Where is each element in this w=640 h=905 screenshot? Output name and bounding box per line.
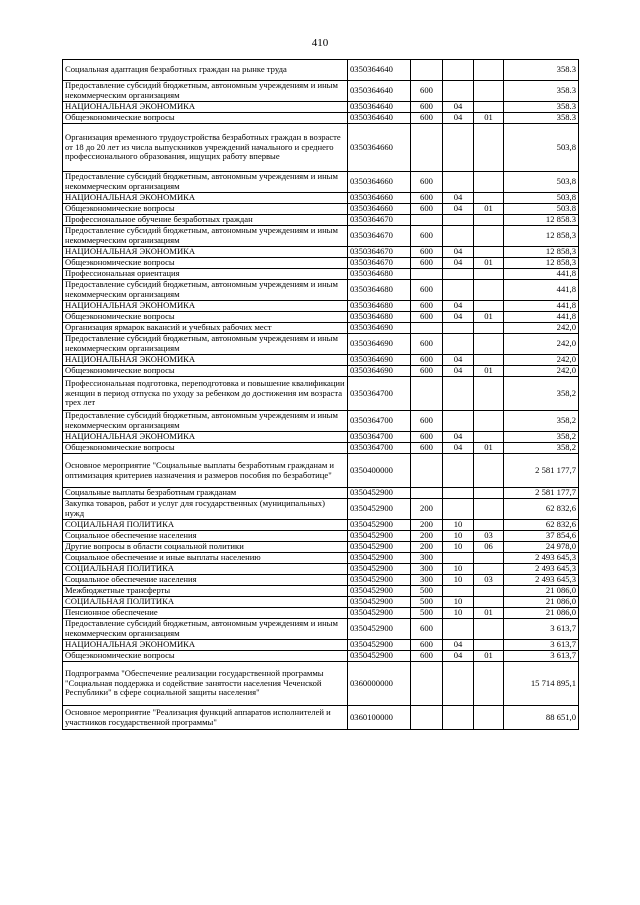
row-vr: 600 (411, 193, 443, 204)
table-row (63, 662, 579, 706)
row-sum: 242,0 (504, 355, 579, 366)
row-sum: 503,8 (504, 172, 579, 193)
row-csr: 0350452900 (348, 597, 411, 608)
row-sum: 12 858.3 (504, 215, 579, 226)
row-csr: 0350452900 (348, 553, 411, 564)
table-row (63, 608, 579, 619)
row-pr (474, 553, 504, 564)
row-csr: 0350364680 (348, 269, 411, 280)
row-pr: 06 (474, 542, 504, 553)
row-name: НАЦИОНАЛЬНАЯ ЭКОНОМИКА (63, 301, 348, 312)
row-name: Общеэкономические вопросы (63, 258, 348, 269)
row-name: Общеэкономические вопросы (63, 204, 348, 215)
row-pr (474, 411, 504, 432)
row-vr (411, 706, 443, 730)
row-name: СОЦИАЛЬНАЯ ПОЛИТИКА (63, 564, 348, 575)
row-rz: 10 (443, 575, 474, 586)
row-rz: 04 (443, 312, 474, 323)
row-rz (443, 269, 474, 280)
budget-table-body (63, 60, 579, 730)
row-name: Профессиональное обучение безработных граждан (63, 215, 348, 226)
row-csr: 0350452900 (348, 531, 411, 542)
row-rz (443, 215, 474, 226)
row-sum: 358,2 (504, 432, 579, 443)
row-csr: 0350364690 (348, 334, 411, 355)
row-rz: 10 (443, 520, 474, 531)
row-rz (443, 226, 474, 247)
table-row (63, 193, 579, 204)
row-pr (474, 520, 504, 531)
row-vr: 600 (411, 411, 443, 432)
table-row (63, 247, 579, 258)
row-vr: 600 (411, 355, 443, 366)
table-row (63, 113, 579, 124)
row-rz: 04 (443, 258, 474, 269)
row-vr: 600 (411, 247, 443, 258)
row-sum: 12 858,3 (504, 226, 579, 247)
row-pr: 01 (474, 113, 504, 124)
row-vr (411, 60, 443, 81)
table-row (63, 323, 579, 334)
row-sum: 2 581 177,7 (504, 488, 579, 499)
row-rz (443, 706, 474, 730)
row-pr (474, 60, 504, 81)
table-row (63, 520, 579, 531)
row-csr: 0350364640 (348, 81, 411, 102)
row-sum: 358,2 (504, 411, 579, 432)
row-rz: 04 (443, 366, 474, 377)
row-csr: 0350364660 (348, 124, 411, 172)
row-name: Социальная адаптация безработных граждан на рынке труда (63, 60, 348, 81)
row-vr (411, 323, 443, 334)
row-name: Пенсионное обеспечение (63, 608, 348, 619)
row-name: Закупка товаров, работ и услуг для государственных (муниципальных) нужд (63, 499, 348, 520)
row-rz (443, 60, 474, 81)
table-row (63, 204, 579, 215)
row-csr: 0350364700 (348, 377, 411, 411)
row-pr (474, 102, 504, 113)
row-vr (411, 662, 443, 706)
row-pr: 03 (474, 575, 504, 586)
row-name: Социальные выплаты безработным гражданам (63, 488, 348, 499)
row-rz: 04 (443, 443, 474, 454)
row-csr: 0350452900 (348, 575, 411, 586)
row-vr: 600 (411, 102, 443, 113)
row-sum: 15 714 895,1 (504, 662, 579, 706)
row-sum: 2 493 645,3 (504, 553, 579, 564)
row-pr (474, 81, 504, 102)
row-sum: 2 493 645,3 (504, 564, 579, 575)
row-pr (474, 269, 504, 280)
row-pr (474, 334, 504, 355)
table-row (63, 269, 579, 280)
row-rz: 04 (443, 640, 474, 651)
row-pr (474, 172, 504, 193)
row-csr: 0350364700 (348, 443, 411, 454)
row-pr (474, 323, 504, 334)
table-row (63, 586, 579, 597)
row-vr: 600 (411, 312, 443, 323)
row-sum: 503,8 (504, 124, 579, 172)
row-rz (443, 81, 474, 102)
row-vr: 600 (411, 366, 443, 377)
row-name: Предоставление субсидий бюджетным, автономным учреждениям и иным некоммерческим организациям (63, 172, 348, 193)
row-vr: 600 (411, 443, 443, 454)
table-row (63, 301, 579, 312)
row-sum: 441,8 (504, 280, 579, 301)
row-sum: 2 581 177,7 (504, 454, 579, 488)
row-rz (443, 662, 474, 706)
row-csr: 0350364640 (348, 113, 411, 124)
row-vr: 200 (411, 499, 443, 520)
row-name: НАЦИОНАЛЬНАЯ ЭКОНОМИКА (63, 640, 348, 651)
row-sum: 358,2 (504, 377, 579, 411)
row-sum: 358.3 (504, 60, 579, 81)
row-csr: 0350364670 (348, 258, 411, 269)
row-csr: 0350364680 (348, 301, 411, 312)
row-name: Организация временного трудоустройства безработных граждан в возрасте от 18 до 20 лет из числа выпускников учреждений начального и среднего профессионального образования, ищущих работу впервые (63, 124, 348, 172)
row-rz: 04 (443, 102, 474, 113)
row-name: СОЦИАЛЬНАЯ ПОЛИТИКА (63, 520, 348, 531)
row-name: Подпрограмма "Обеспечение реализации государственной программы "Социальная поддержка и содействие занятости населения Чеченской Республики" в сфере социальной защиты населения" (63, 662, 348, 706)
row-sum: 3 613,7 (504, 619, 579, 640)
row-rz (443, 553, 474, 564)
row-vr: 600 (411, 651, 443, 662)
table-row (63, 542, 579, 553)
table-row (63, 531, 579, 542)
row-vr: 600 (411, 172, 443, 193)
row-rz (443, 334, 474, 355)
row-csr: 0350452900 (348, 640, 411, 651)
row-vr (411, 269, 443, 280)
row-sum: 3 613,7 (504, 651, 579, 662)
row-name: Основное мероприятие "Социальные выплаты безработным гражданам и оптимизация критериев назначения и размеров пособия по безработице" (63, 454, 348, 488)
row-rz: 10 (443, 608, 474, 619)
row-pr (474, 662, 504, 706)
row-csr: 0350364640 (348, 60, 411, 81)
row-vr: 200 (411, 542, 443, 553)
table-row (63, 564, 579, 575)
row-rz: 10 (443, 531, 474, 542)
row-sum: 503,8 (504, 193, 579, 204)
row-name: Основное мероприятие "Реализация функций аппаратов исполнителей и участников государственной программы" (63, 706, 348, 730)
row-name: Предоставление субсидий бюджетным, автономным учреждениям и иным некоммерческим организациям (63, 411, 348, 432)
table-row (63, 499, 579, 520)
table-row (63, 60, 579, 81)
row-csr: 0350452900 (348, 499, 411, 520)
row-pr (474, 280, 504, 301)
row-rz (443, 280, 474, 301)
row-pr (474, 454, 504, 488)
table-row (63, 124, 579, 172)
row-pr (474, 597, 504, 608)
row-csr: 0350452900 (348, 619, 411, 640)
row-name: Предоставление субсидий бюджетным, автономным учреждениям и иным некоммерческим организациям (63, 334, 348, 355)
row-rz: 04 (443, 113, 474, 124)
row-vr: 600 (411, 81, 443, 102)
row-name: Межбюджетные трансферты (63, 586, 348, 597)
row-rz (443, 124, 474, 172)
row-csr: 0350364680 (348, 280, 411, 301)
row-csr: 0350364660 (348, 204, 411, 215)
row-rz (443, 499, 474, 520)
row-csr: 0350452900 (348, 542, 411, 553)
row-rz: 04 (443, 355, 474, 366)
row-vr: 600 (411, 258, 443, 269)
row-name: Общеэкономические вопросы (63, 443, 348, 454)
row-sum: 62 832,6 (504, 520, 579, 531)
row-sum: 242,0 (504, 323, 579, 334)
row-sum: 24 978,0 (504, 542, 579, 553)
row-pr (474, 124, 504, 172)
row-name: НАЦИОНАЛЬНАЯ ЭКОНОМИКА (63, 193, 348, 204)
row-vr: 600 (411, 113, 443, 124)
row-pr (474, 215, 504, 226)
row-rz: 10 (443, 597, 474, 608)
row-rz (443, 377, 474, 411)
table-row (63, 640, 579, 651)
row-pr (474, 247, 504, 258)
row-sum: 37 854,6 (504, 531, 579, 542)
row-csr: 0350364670 (348, 215, 411, 226)
row-pr: 01 (474, 258, 504, 269)
row-csr: 0360100000 (348, 706, 411, 730)
row-name: НАЦИОНАЛЬНАЯ ЭКОНОМИКА (63, 432, 348, 443)
row-csr: 0350364690 (348, 355, 411, 366)
row-pr (474, 586, 504, 597)
row-vr (411, 124, 443, 172)
row-csr: 0350452900 (348, 651, 411, 662)
row-sum: 12 858,3 (504, 258, 579, 269)
table-row (63, 443, 579, 454)
table-row (63, 575, 579, 586)
row-pr: 01 (474, 312, 504, 323)
row-sum: 358,2 (504, 443, 579, 454)
row-sum: 3 613,7 (504, 640, 579, 651)
row-sum: 358.3 (504, 113, 579, 124)
row-csr: 0350364690 (348, 323, 411, 334)
row-sum: 88 651,0 (504, 706, 579, 730)
row-name: Другие вопросы в области социальной политики (63, 542, 348, 553)
row-csr: 0350364660 (348, 172, 411, 193)
row-name: Общеэкономические вопросы (63, 366, 348, 377)
row-sum: 441,8 (504, 312, 579, 323)
row-csr: 0350364670 (348, 247, 411, 258)
row-name: Социальное обеспечение населения (63, 531, 348, 542)
row-csr: 0350452900 (348, 564, 411, 575)
row-pr (474, 355, 504, 366)
row-sum: 441,8 (504, 301, 579, 312)
row-name: Профессиональная ориентация (63, 269, 348, 280)
row-csr: 0360000000 (348, 662, 411, 706)
row-rz (443, 454, 474, 488)
table-row (63, 411, 579, 432)
table-row (63, 377, 579, 411)
table-row (63, 597, 579, 608)
row-vr: 600 (411, 226, 443, 247)
row-rz: 10 (443, 542, 474, 553)
table-row (63, 172, 579, 193)
table-row (63, 651, 579, 662)
row-csr: 0350452900 (348, 608, 411, 619)
row-vr: 600 (411, 432, 443, 443)
row-csr: 0350364700 (348, 411, 411, 432)
row-rz: 04 (443, 432, 474, 443)
row-vr: 600 (411, 301, 443, 312)
row-pr: 01 (474, 443, 504, 454)
row-csr: 0350452900 (348, 488, 411, 499)
row-pr (474, 640, 504, 651)
row-rz (443, 586, 474, 597)
row-vr: 200 (411, 520, 443, 531)
budget-table (62, 59, 579, 730)
row-vr (411, 454, 443, 488)
row-vr: 300 (411, 575, 443, 586)
table-row (63, 258, 579, 269)
row-rz: 04 (443, 301, 474, 312)
row-csr: 0350452900 (348, 520, 411, 531)
row-vr: 300 (411, 564, 443, 575)
row-name: НАЦИОНАЛЬНАЯ ЭКОНОМИКА (63, 247, 348, 258)
row-vr: 600 (411, 619, 443, 640)
row-vr: 500 (411, 597, 443, 608)
row-sum: 503.8 (504, 204, 579, 215)
row-pr (474, 226, 504, 247)
table-row (63, 706, 579, 730)
row-csr: 0350452900 (348, 586, 411, 597)
table-row (63, 488, 579, 499)
row-rz (443, 619, 474, 640)
row-rz (443, 411, 474, 432)
row-vr: 600 (411, 334, 443, 355)
row-name: Социальное обеспечение населения (63, 575, 348, 586)
table-row (63, 553, 579, 564)
row-vr: 600 (411, 280, 443, 301)
row-rz: 04 (443, 204, 474, 215)
row-name: НАЦИОНАЛЬНАЯ ЭКОНОМИКА (63, 355, 348, 366)
row-vr: 300 (411, 553, 443, 564)
row-pr (474, 619, 504, 640)
row-vr: 600 (411, 204, 443, 215)
table-row (63, 454, 579, 488)
row-name: Общеэкономические вопросы (63, 651, 348, 662)
row-csr: 0350364690 (348, 366, 411, 377)
row-pr (474, 432, 504, 443)
row-name: Предоставление субсидий бюджетным, автономным учреждениям и иным некоммерческим организациям (63, 619, 348, 640)
row-pr: 01 (474, 366, 504, 377)
row-rz: 04 (443, 247, 474, 258)
row-vr: 500 (411, 586, 443, 597)
row-vr: 600 (411, 640, 443, 651)
row-name: Общеэкономические вопросы (63, 113, 348, 124)
row-sum: 441,8 (504, 269, 579, 280)
row-pr: 01 (474, 204, 504, 215)
row-vr (411, 215, 443, 226)
row-pr (474, 488, 504, 499)
row-pr (474, 193, 504, 204)
row-sum: 21 086,0 (504, 608, 579, 619)
row-name: Социальное обеспечение и иные выплаты населению (63, 553, 348, 564)
row-vr: 200 (411, 531, 443, 542)
row-pr (474, 564, 504, 575)
row-rz: 04 (443, 651, 474, 662)
row-pr (474, 499, 504, 520)
table-row (63, 226, 579, 247)
table-row (63, 432, 579, 443)
row-rz (443, 172, 474, 193)
row-vr (411, 377, 443, 411)
row-name: СОЦИАЛЬНАЯ ПОЛИТИКА (63, 597, 348, 608)
row-csr: 0350400000 (348, 454, 411, 488)
row-name: Организация ярмарок вакансий и учебных рабочих мест (63, 323, 348, 334)
row-sum: 358.3 (504, 102, 579, 113)
table-row (63, 280, 579, 301)
row-sum: 21 086,0 (504, 586, 579, 597)
row-rz (443, 323, 474, 334)
row-pr: 01 (474, 608, 504, 619)
row-rz: 10 (443, 564, 474, 575)
row-name: Профессиональная подготовка, переподготовка и повышение квалификации женщин в период отпуска по уходу за ребенком до достижения им возраста трех лет (63, 377, 348, 411)
row-sum: 358.3 (504, 81, 579, 102)
row-sum: 2 493 645,3 (504, 575, 579, 586)
row-rz: 04 (443, 193, 474, 204)
row-csr: 0350364670 (348, 226, 411, 247)
row-pr: 03 (474, 531, 504, 542)
table-row (63, 215, 579, 226)
row-pr (474, 301, 504, 312)
row-sum: 21 086,0 (504, 597, 579, 608)
row-name: Предоставление субсидий бюджетным, автономным учреждениям и иным некоммерческим организациям (63, 81, 348, 102)
row-vr (411, 488, 443, 499)
table-row (63, 102, 579, 113)
row-pr (474, 377, 504, 411)
row-name: Общеэкономические вопросы (63, 312, 348, 323)
row-rz (443, 488, 474, 499)
row-csr: 0350364640 (348, 102, 411, 113)
table-row (63, 355, 579, 366)
row-name: Предоставление субсидий бюджетным, автономным учреждениям и иным некоммерческим организациям (63, 280, 348, 301)
page-number: 410 (311, 37, 329, 49)
row-name: Предоставление субсидий бюджетным, автономным учреждениям и иным некоммерческим организациям (63, 226, 348, 247)
row-sum: 242,0 (504, 366, 579, 377)
table-row (63, 334, 579, 355)
row-sum: 242,0 (504, 334, 579, 355)
row-pr (474, 706, 504, 730)
table-row (63, 366, 579, 377)
row-sum: 62 832,6 (504, 499, 579, 520)
table-row (63, 619, 579, 640)
row-name: НАЦИОНАЛЬНАЯ ЭКОНОМИКА (63, 102, 348, 113)
table-row (63, 81, 579, 102)
table-row (63, 312, 579, 323)
row-csr: 0350364700 (348, 432, 411, 443)
row-csr: 0350364680 (348, 312, 411, 323)
row-pr: 01 (474, 651, 504, 662)
row-csr: 0350364660 (348, 193, 411, 204)
row-vr: 500 (411, 608, 443, 619)
row-sum: 12 858,3 (504, 247, 579, 258)
